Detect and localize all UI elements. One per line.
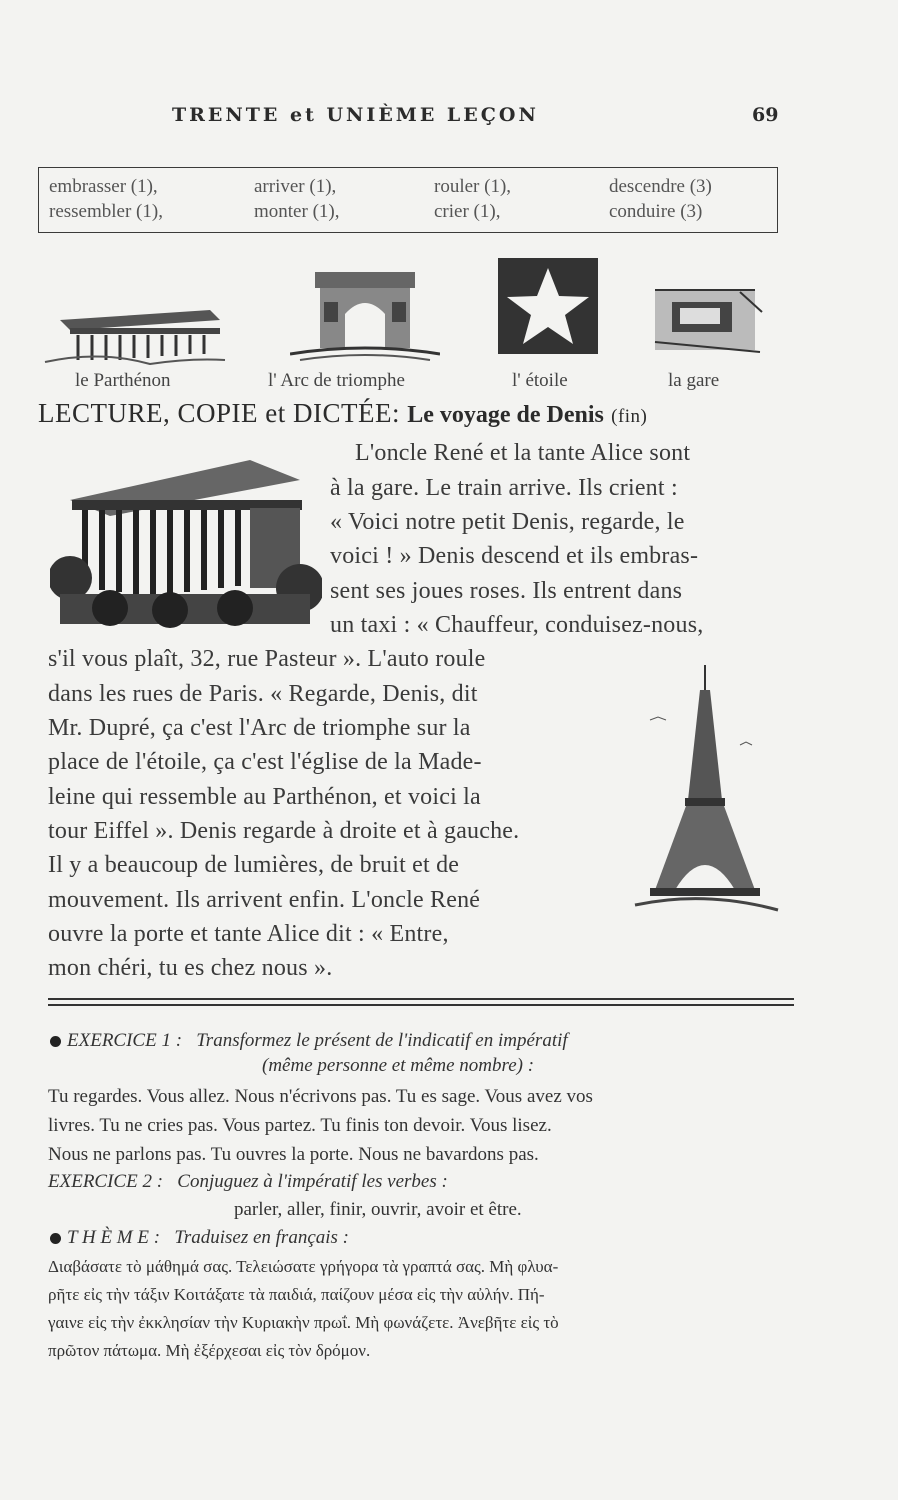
exercise-2-instruction: Conjuguez à l'impératif les verbes :: [177, 1171, 448, 1192]
theme-label: T H È M E :: [67, 1227, 161, 1248]
divider: [48, 998, 794, 1000]
lecture-heading: [38, 398, 647, 429]
picture-caption: l' étoile: [512, 370, 568, 391]
vocab-word: arriver (1),: [254, 176, 337, 197]
theme-line: ρῆτε εἰς τὴν τάξιν Κοιτάξατε τὰ παιδιά, παίζουν μέσα εἰς τὴν αὐλήν. Πή-: [48, 1285, 545, 1304]
train-station-illustration: [650, 282, 765, 357]
lecture-line: dans les rues de Paris. « Regarde, Denis, dit: [48, 681, 478, 707]
lecture-line: « Voici notre petit Denis, regarde, le: [330, 509, 685, 535]
page-header-title: TRENTE et UNIÈME LEÇON: [172, 104, 539, 126]
lecture-line: voici ! » Denis descend et ils embras-: [330, 543, 699, 569]
lecture-line: ouvre la porte et tante Alice dit : « Entre,: [48, 921, 449, 947]
vocab-word: rouler (1),: [434, 176, 512, 197]
lecture-line: à la gare. Le train arrive. Ils crient :: [330, 475, 678, 501]
picture-caption: le Parthénon: [75, 370, 171, 391]
vocab-word: crier (1),: [434, 201, 501, 222]
vocab-word: monter (1),: [254, 201, 340, 222]
exercise-2-label: EXERCICE 2 :: [48, 1171, 164, 1192]
bullet-icon: [50, 1233, 61, 1244]
theme-heading: [50, 1227, 349, 1249]
lecture-line: Il y a beaucoup de lumières, de bruit et de: [48, 852, 460, 878]
lecture-line: s'il vous plaît, 32, rue Pasteur ». L'auto roule: [48, 646, 486, 672]
lecture-line: sent ses joues roses. Ils entrent dans: [330, 578, 683, 604]
lecture-line: L'oncle René et la tante Alice sont: [355, 440, 691, 466]
star-illustration: [498, 258, 598, 354]
lecture-label: LECTURE, COPIE et DICTÉE:: [38, 398, 400, 428]
theme-line: γαινε εἰς τὴν ἐκκλησίαν τὴν Κυριακὴν πρωΐ. Μὴ φωνάζετε. Ἀνεβῆτε εἰς τὸ: [48, 1313, 559, 1332]
exercise-1-instruction: Transformez le présent de l'indicatif en impératif: [196, 1030, 568, 1051]
exercise-1-label: EXERCICE 1 :: [67, 1030, 183, 1051]
lecture-line: un taxi : « Chauffeur, conduisez-nous,: [330, 612, 704, 638]
exercise-line: Tu regardes. Vous allez. Nous n'écrivons pas. Tu es sage. Vous avez vos: [48, 1086, 593, 1107]
vocab-word: conduire (3): [609, 201, 703, 222]
bullet-icon: [50, 1036, 61, 1047]
vocabulary-box: [38, 167, 778, 233]
lecture-line: Mr. Dupré, ça c'est l'Arc de triomphe sur la: [48, 715, 471, 741]
lecture-title: Le voyage de Denis: [407, 402, 604, 428]
madeleine-church-illustration: [50, 458, 322, 628]
vocab-word: embrasser (1),: [49, 176, 158, 197]
exercise-1-instruction-2: (même personne et même nombre) :: [262, 1055, 535, 1076]
vocab-word: descendre (3): [609, 176, 712, 197]
lecture-line: leine qui ressemble au Parthénon, et voici la: [48, 784, 481, 810]
theme-instruction: Traduisez en français :: [174, 1227, 350, 1248]
vocab-word: ressembler (1),: [49, 201, 163, 222]
arc-de-triomphe-illustration: [290, 262, 440, 362]
exercise-2-heading: [48, 1171, 448, 1193]
lecture-line: tour Eiffel ». Denis regarde à droite et à gauche.: [48, 818, 520, 844]
exercise-line: livres. Tu ne cries pas. Vous partez. Tu finis ton devoir. Vous lisez.: [48, 1115, 552, 1136]
picture-caption: la gare: [668, 370, 720, 391]
page-number: 69: [752, 104, 779, 126]
lecture-suffix: (fin): [611, 406, 648, 427]
lecture-line: mon chéri, tu es chez nous ».: [48, 955, 333, 981]
parthenon-illustration: [40, 280, 230, 365]
theme-line: πρῶτον πάτωμα. Μὴ ἐξέρχεσαι εἰς τὸν δρόμον.: [48, 1341, 371, 1360]
lecture-line: place de l'étoile, ça c'est l'église de la Made-: [48, 749, 482, 775]
divider: [48, 1004, 794, 1006]
exercise-1-heading: [50, 1030, 568, 1052]
exercise-line: Nous ne parlons pas. Tu ouvres la porte. Nous ne bavardons pas.: [48, 1144, 539, 1165]
exercise-2-verbs: parler, aller, finir, ouvrir, avoir et être.: [234, 1199, 522, 1220]
picture-caption: l' Arc de triomphe: [268, 370, 405, 391]
eiffel-tower-illustration: [630, 660, 780, 935]
theme-line: Διαβάσατε τὸ μάθημά σας. Τελειώσατε γρήγορα τὰ γραπτά σας. Μὴ φλυα-: [48, 1257, 559, 1276]
lecture-line: mouvement. Ils arrivent enfin. L'oncle René: [48, 887, 481, 913]
